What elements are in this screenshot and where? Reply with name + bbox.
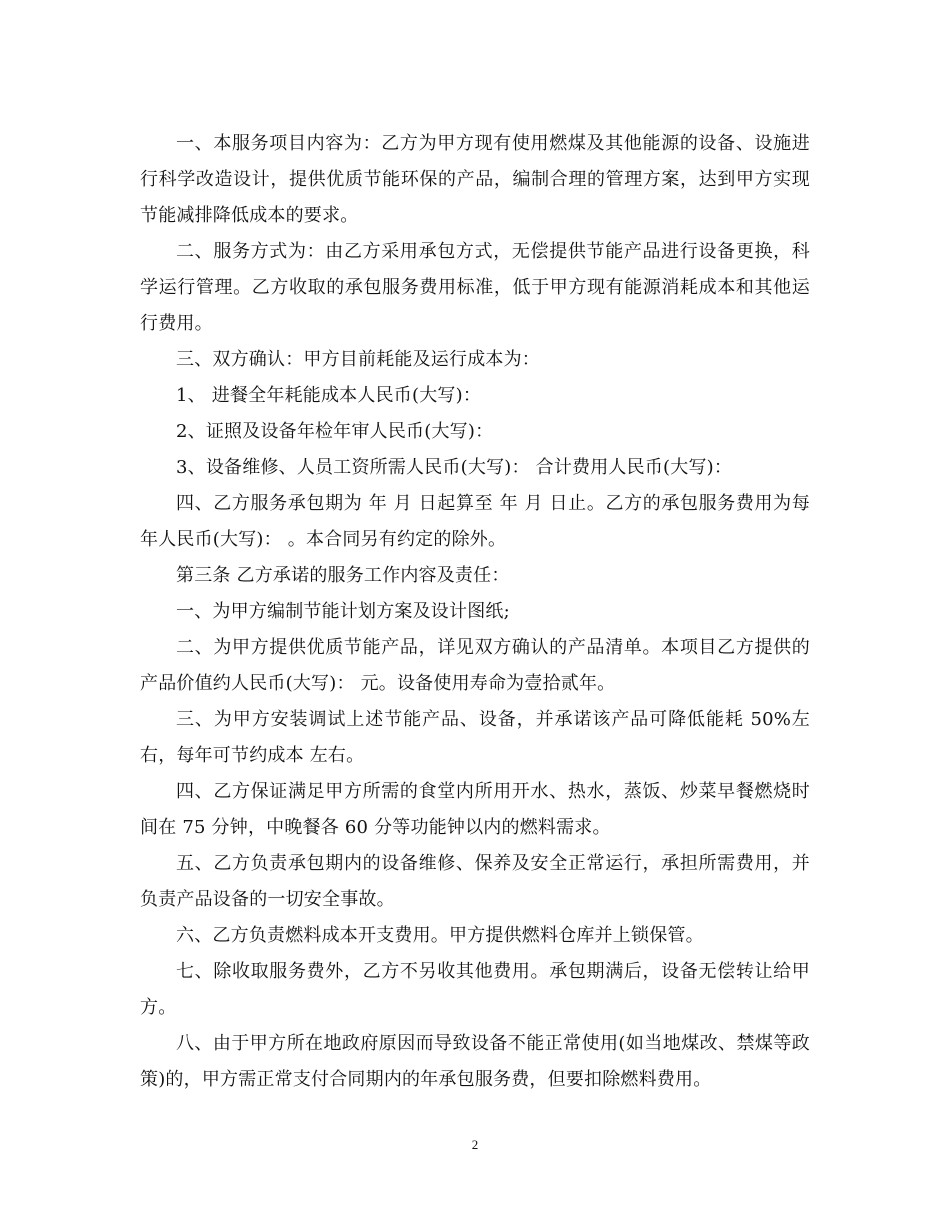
paragraph-duty-1: 一、为甲方编制节能计划方案及设计图纸; <box>176 601 510 622</box>
paragraph-duty-7: 七、除收取服务费外，乙方不另收其他费用。承包期满后，设备无偿转让给甲方。 <box>140 961 810 1018</box>
paragraph-duty-8: 八、由于甲方所在地政府原因而导致设备不能正常使用(如当地煤改、禁煤等政策)的，甲方需正常支付合同期内的年承包服务费，但要扣除燃料费用。 <box>140 1033 810 1090</box>
paragraph-contract-period: 四、乙方服务承包期为 年 月 日起算至 年 月 日止。乙方的承包服务费用为每年人民币(大写)： 。本合同另有约定的除外。 <box>140 493 810 550</box>
paragraph-item-3: 3、设备维修、人员工资所需人民币(大写)： 合计费用人民币(大写)： <box>176 457 733 478</box>
page-number: 2 <box>471 1137 479 1152</box>
paragraph-duty-6: 六、乙方负责燃料成本开支费用。甲方提供燃料仓库并上锁保管。 <box>176 925 704 946</box>
paragraph-item-1: 1、 进餐全年耗能成本人民币(大写)： <box>176 385 482 406</box>
paragraph-mutual-confirmation: 三、双方确认：甲方目前耗能及运行成本为： <box>176 349 540 370</box>
paragraph-duty-4: 四、乙方保证满足甲方所需的食堂内所用开水、热水，蒸饭、炒菜早餐燃烧时间在 75 分钟，中晚餐各 60 分等功能钟以内的燃料需求。 <box>140 781 810 838</box>
paragraph-duty-5: 五、乙方负责承包期内的设备维修、保养及安全正常运行，承担所需费用，并负责产品设备的一切安全事故。 <box>140 853 810 910</box>
section-heading-article-3: 第三条 乙方承诺的服务工作内容及责任： <box>176 565 510 586</box>
paragraph-service-method: 二、服务方式为：由乙方采用承包方式，无偿提供节能产品进行设备更换，科学运行管理。乙方收取的承包服务费用标准，低于甲方现有能源消耗成本和其他运行费用。 <box>140 241 810 334</box>
paragraph-duty-2: 二、为甲方提供优质节能产品，详见双方确认的产品清单。本项目乙方提供的产品价值约人民币(大写)： 元。设备使用寿命为壹拾贰年。 <box>140 637 810 694</box>
paragraph-duty-3: 三、为甲方安装调试上述节能产品、设备，并承诺该产品可降低能耗 50%左右，每年可节约成本 左右。 <box>140 709 810 766</box>
paragraph-item-2: 2、证照及设备年检年审人民币(大写)： <box>176 421 494 442</box>
paragraph-service-content: 一、本服务项目内容为：乙方为甲方现有使用燃煤及其他能源的设备、设施进行科学改造设计，提供优质节能环保的产品，编制合理的管理方案，达到甲方实现节能减排降低成本的要求。 <box>140 133 810 226</box>
document-body <box>140 126 810 1098</box>
